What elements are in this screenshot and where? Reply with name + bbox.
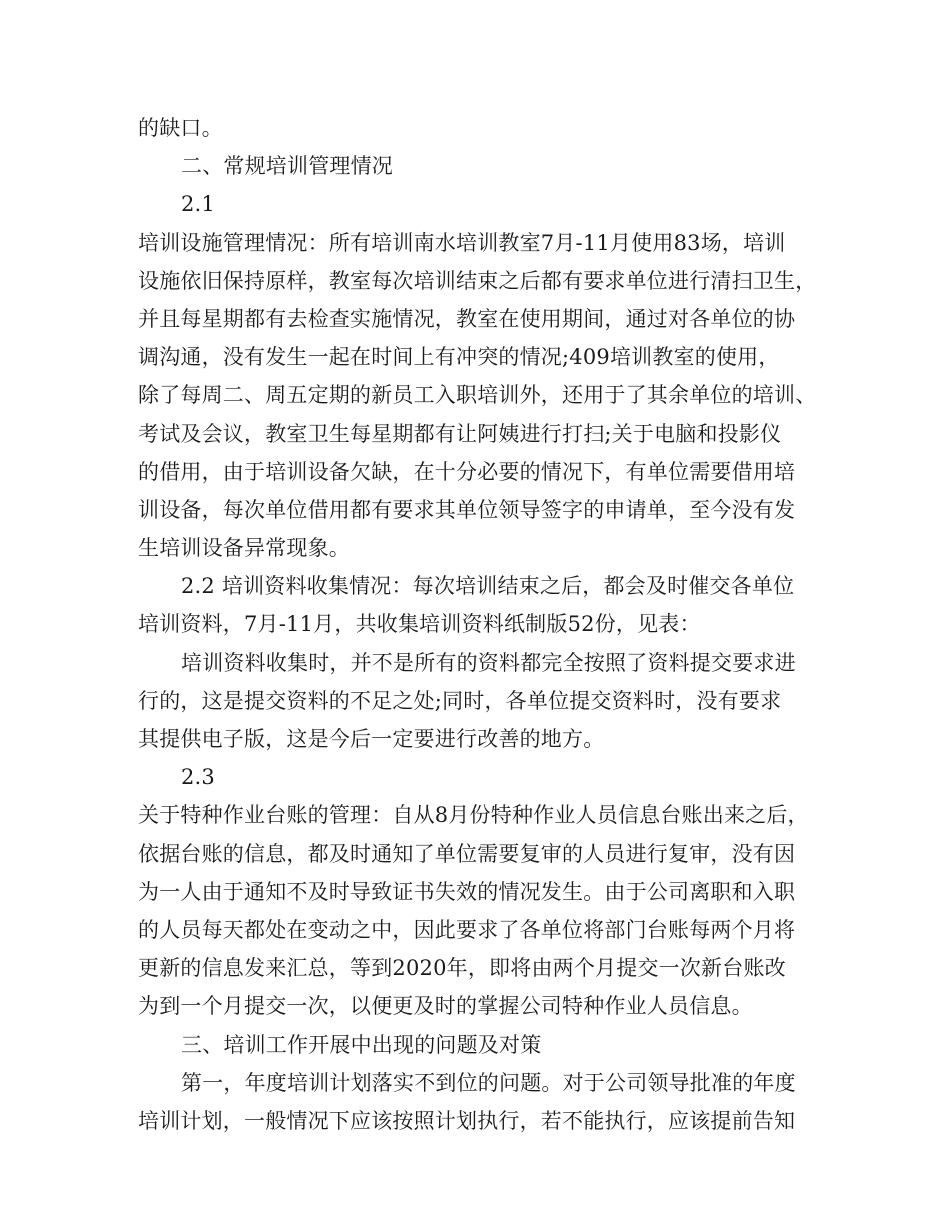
text-line: 生培训设备异常现象。 — [138, 536, 350, 561]
text-line: 培训资料收集时，并不是所有的资料都完全按照了资料提交要求进 — [181, 650, 796, 675]
text-line: 考试及会议，教室卫生每星期都有让阿姨进行打扫;关于电脑和投影仪 — [138, 421, 782, 446]
text-line: 2.3 — [181, 765, 215, 790]
text-line: 关于特种作业台账的管理：自从8月份特种作业人员信息台账出来之后， — [138, 803, 809, 828]
document-body — [138, 109, 818, 1140]
text-line: 的借用，由于培训设备欠缺，在十分必要的情况下，有单位需要借用培 — [138, 459, 796, 484]
text-line: 更新的信息发来汇总，等到2020年，即将由两个月提交一次新台账改 — [138, 956, 786, 981]
text-line: 2.2 培训资料收集情况：每次培训结束之后，都会及时催交各单位 — [181, 574, 795, 599]
text-line: 2.1 — [181, 192, 215, 217]
text-line: 依据台账的信息，都及时通知了单位需要复审的人员进行复审，没有因 — [138, 841, 796, 866]
text-line: 其提供电子版，这是今后一定要进行改善的地方。 — [138, 727, 605, 751]
text-line: 培训资料，7月-11月，共收集培训资料纸制版52份，见表： — [138, 612, 701, 637]
text-line: 行的，这是提交资料的不足之处;同时，各单位提交资料时，没有要求 — [138, 688, 782, 713]
text-line: 培训设施管理情况：所有培训南水培训教室7月-11月使用83场，培训 — [138, 230, 786, 255]
text-line: 并且每星期都有去检查实施情况，教室在使用期间，通过对各单位的协 — [138, 306, 796, 331]
text-line: 二、常规培训管理情况 — [181, 154, 393, 179]
text-line: 三、培训工作开展中出现的问题及对策 — [181, 1032, 542, 1057]
text-line: 为一人由于通知不及时导致证书失效的情况发生。由于公司离职和入职 — [138, 879, 796, 904]
text-line: 培训计划，一般情况下应该按照计划执行，若不能执行，应该提前告知 — [138, 1108, 796, 1133]
text-line: 的人员每天都处在变动之中，因此要求了各单位将部门台账每两个月将 — [138, 917, 796, 942]
text-line: 设施依旧保持原样，教室每次培训结束之后都有要求单位进行清扫卫生， — [138, 268, 817, 293]
text-line: 的缺口。 — [138, 116, 223, 140]
text-line: 除了每周二、周五定期的新员工入职培训外，还用于了其余单位的培训、 — [138, 383, 817, 408]
text-line: 调沟通，没有发生一起在时间上有冲突的情况;409培训教室的使用， — [138, 345, 780, 370]
text-line: 第一，年度培训计划落实不到位的问题。对于公司领导批准的年度 — [181, 1070, 796, 1095]
text-line: 训设备，每次单位借用都有要求其单位领导签字的申请单，至今没有发 — [138, 497, 796, 522]
text-line: 为到一个月提交一次，以便更及时的掌握公司特种作业人员信息。 — [138, 994, 753, 1019]
